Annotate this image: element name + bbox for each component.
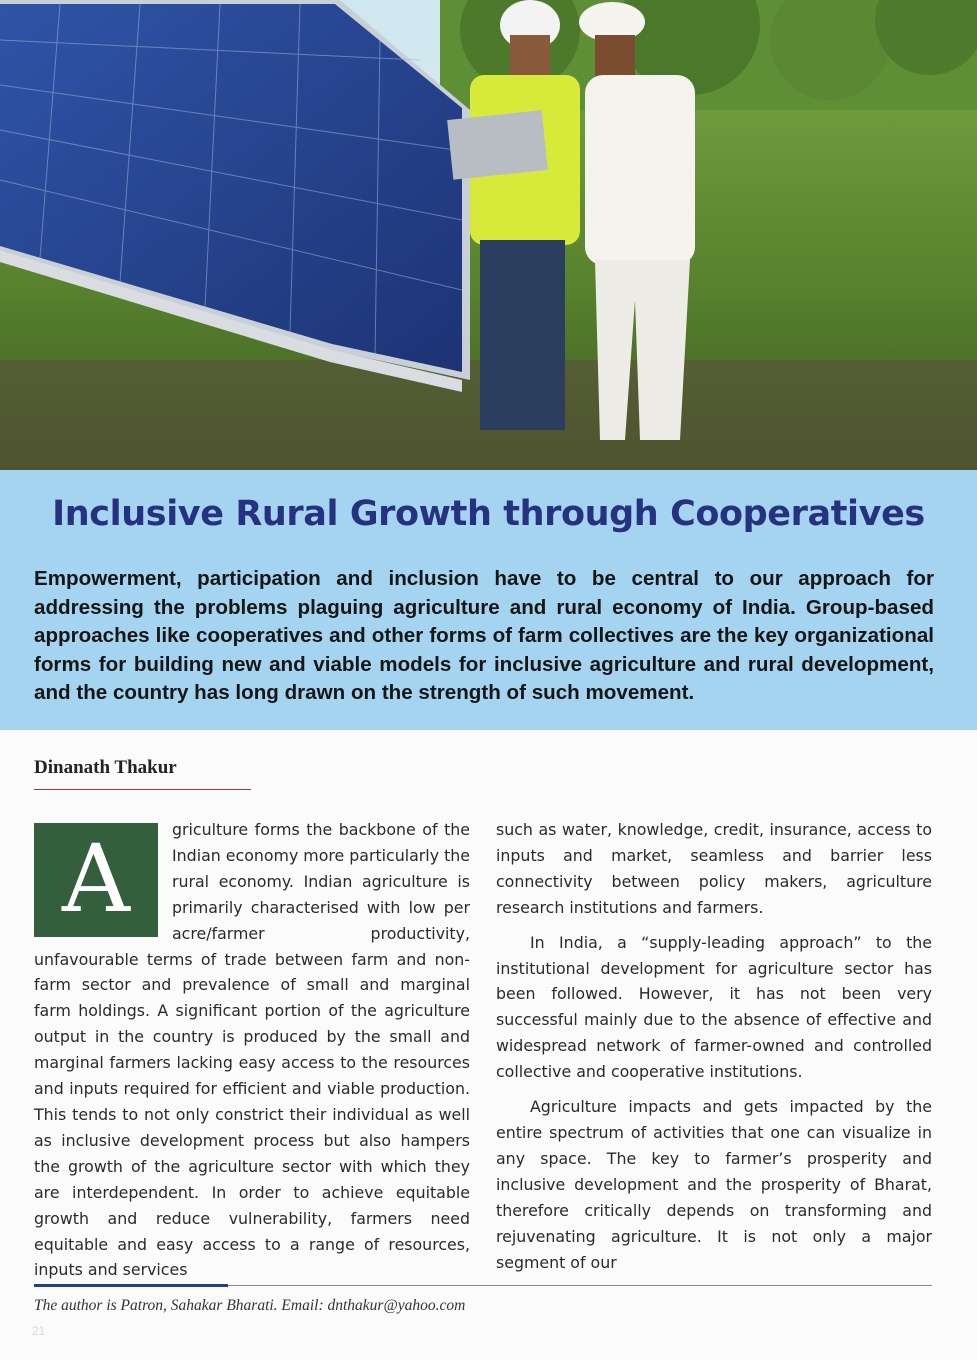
footer-rule [228, 1285, 932, 1286]
article-title: Inclusive Rural Growth through Cooperatives [52, 494, 925, 534]
footer-rule-accent [34, 1284, 228, 1287]
article-standfirst: Empowerment, participation and inclusion have to be central to our approach for addressing the problems plaguing agriculture and rural economy of India. Group-based approaches like cooperatives and other forms of farm collectives are the key organizational forms for building new and viable models for inclusive agriculture and rural development, and the country has long drawn on the strength of such movement. [34, 567, 934, 705]
body-column-right [496, 817, 932, 1275]
body-paragraph: In India, a “supply-leading approach” to the institutional development for agriculture sector has been followed. However, it has not been very successful mainly due to the absence of effective and widespread network of farmer-owned and controlled collective and cooperative institutions. [496, 932, 932, 1082]
drop-cap: A [34, 823, 158, 937]
body-paragraph: griculture forms the backbone of the Indian economy more particularly the rural economy. Indian agriculture is primarily characterised with low per acre/farmer productivity, unfavourable terms of trade between farm and non-farm sector and prevalence of small and marginal farm holdings. A significant portion of the agriculture output in the country is produced by the small and marginal farmers lacking easy access to the resources and inputs required for efficient and viable production. This tends to not only constrict their individual as well as inclusive development process but also hampers the growth of the agriculture sector with which they are interdependent. In order to achieve equitable growth and reduce vulnerability, farmers need equitable and easy access to a range of resources, inputs and services [34, 820, 470, 1280]
body-paragraph: such as water, knowledge, credit, insurance, access to inputs and market, seamless and barrier less connectivity between policy makers, agriculture research institutions and farmers. [496, 820, 932, 917]
body-paragraph: Agriculture impacts and gets impacted by the entire spectrum of activities that one can visualize in any space. The key to farmer’s prosperity and inclusive development and the prosperity of Bharat, therefore critically depends on transforming and rejuvenating agriculture. It is not only a major segment of our [496, 1097, 932, 1272]
author-byline: Dinanath Thakur [34, 757, 177, 778]
solar-panels-farmers-photo [0, 0, 977, 470]
body-column-left [34, 817, 470, 1283]
page-number: 21 [32, 1324, 46, 1338]
byline-divider [34, 789, 251, 790]
hero-photo [0, 0, 977, 470]
author-footnote: The author is Patron, Sahakar Bharati. Email: dnthakur@yahoo.com [34, 1297, 466, 1314]
